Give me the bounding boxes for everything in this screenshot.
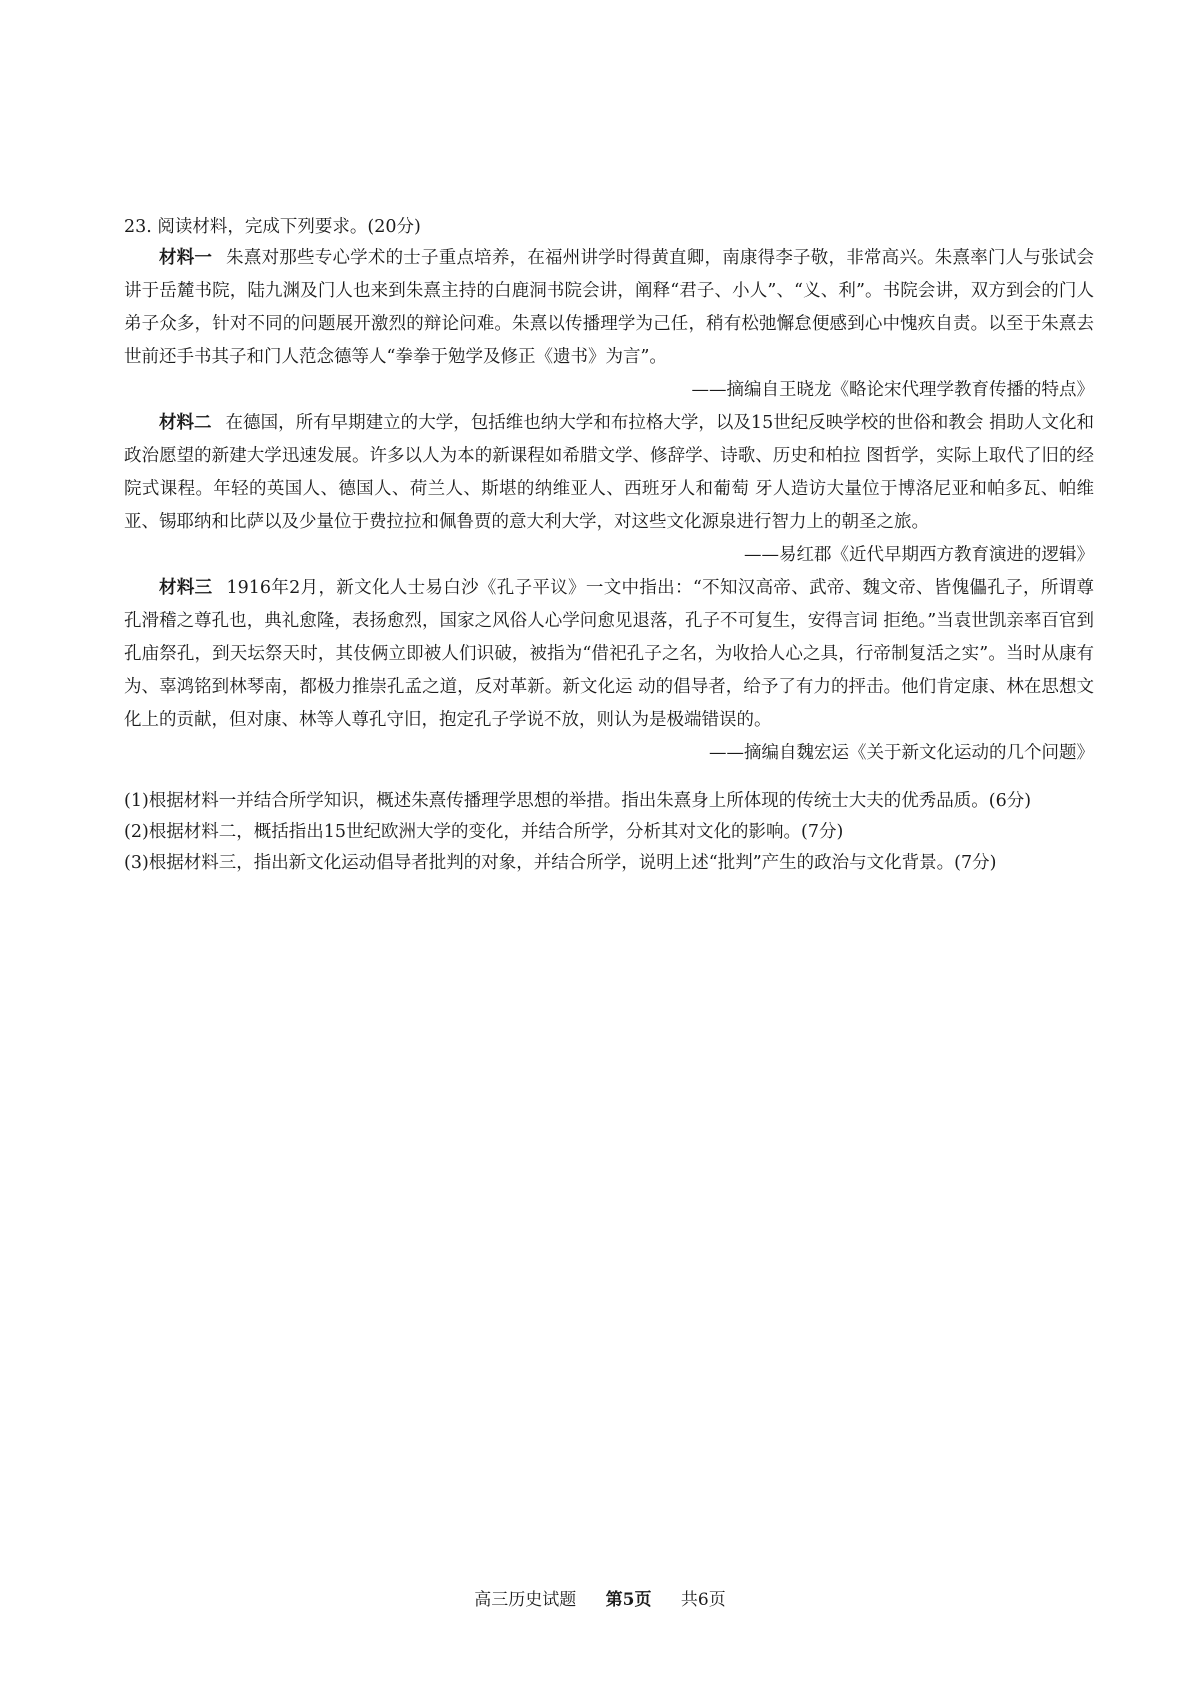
material-source: ——摘编自王晓龙《略论宋代理学教育传播的特点》: [691, 380, 1094, 400]
question-block: [124, 212, 1094, 879]
material-text: 在德国，所有早期建立的大学，包括维也纳大学和布拉格大学，以及15世纪反映学校的世俗和教会 捐助人文化和政治愿望的新建大学迅速发展。许多以人为本的新课程如希腊文学、修辞学、诗歌、历史和柏拉 图哲学，实际上取代了旧的经院式课程。年轻的英国人、德国人、荷兰人、斯堪的纳维亚人、西班牙人和葡萄 牙人造访大量位于博洛尼亚和帕多瓦、帕维亚、锡耶纳和比萨以及少量位于费拉拉和佩鲁贾的意大利大学，对这些文化源泉进行智力上的朝圣之旅。: [124, 413, 1095, 532]
material-three: [124, 572, 1094, 770]
footer-subject: 高三历史试题: [474, 1590, 577, 1610]
material-one: [124, 242, 1094, 407]
material-source: ——摘编自魏宏运《关于新文化运动的几个问题》: [709, 743, 1094, 763]
page-footer: [0, 1588, 1200, 1612]
material-paragraph: [124, 572, 1094, 737]
material-label: 材料二: [159, 413, 212, 433]
material-text: 1916年2月，新文化人士易白沙《孔子平议》一文中指出：“不知汉高帝、武帝、魏文帝、皆傀儡孔子，所谓尊孔滑稽之尊孔也，典礼愈隆，表扬愈烈，国家之风俗人心学问愈见退落，孔子不可复生，安得言词 拒绝。”当袁世凯亲率百官到孔庙祭孔，到天坛祭天时，其伎俩立即被人们识破，被指为“借祀孔子之名，为收拾人心之具，行帝制复活之实”。当时从康有为、辜鸿铭到林琴南，都极力推崇孔孟之道，反对革新。新文化运 动的倡导者，给予了有力的抨击。他们肯定康、林在思想文化上的贡献，但对康、林等人尊孔守旧，抱定孔子学说不放，则认为是极端错误的。: [124, 578, 1094, 730]
material-text: 朱熹对那些专心学术的士子重点培养，在福州讲学时得黄直卿，南康得李子敬，非常高兴。朱熹率门人与张试会讲于岳麓书院，陆九渊及门人也来到朱熹主持的白鹿洞书院会讲，阐释“君子、小人”、“义、利”。书院会讲，双方到会的门人弟子众多，针对不同的问题展开激烈的辩论问难。朱熹以传播理学为己任，稍有松弛懈怠便感到心中愧疚自责。以至于朱熹去世前还手书其子和门人范念德等人“拳拳于勉学及修正《遗书》为言”。: [124, 248, 1095, 367]
sub-question-1: (1)根据材料一并结合所学知识，概述朱熹传播理学思想的举措。指出朱熹身上所体现的传统士大夫的优秀品质。(6分): [124, 791, 1032, 811]
material-paragraph: [124, 242, 1094, 374]
sub-question-list: [124, 786, 1094, 879]
material-source: ——易红郡《近代早期西方教育演进的逻辑》: [744, 545, 1094, 565]
footer-page-number: 第5页: [605, 1590, 652, 1610]
question-title: 23. 阅读材料，完成下列要求。(20分): [124, 217, 421, 237]
sub-question-3: (3)根据材料三，指出新文化运动倡导者批判的对象，并结合所学，说明上述“批判”产生的政治与文化背景。(7分): [124, 853, 997, 873]
footer-total-pages: 共6页: [680, 1590, 726, 1610]
sub-question-2: (2)根据材料二，概括指出15世纪欧洲大学的变化，并结合所学，分析其对文化的影响。(7分): [124, 822, 844, 842]
material-two: [124, 407, 1094, 572]
material-paragraph: [124, 407, 1094, 539]
material-label: 材料一: [159, 248, 213, 268]
material-label: 材料三: [159, 578, 213, 598]
